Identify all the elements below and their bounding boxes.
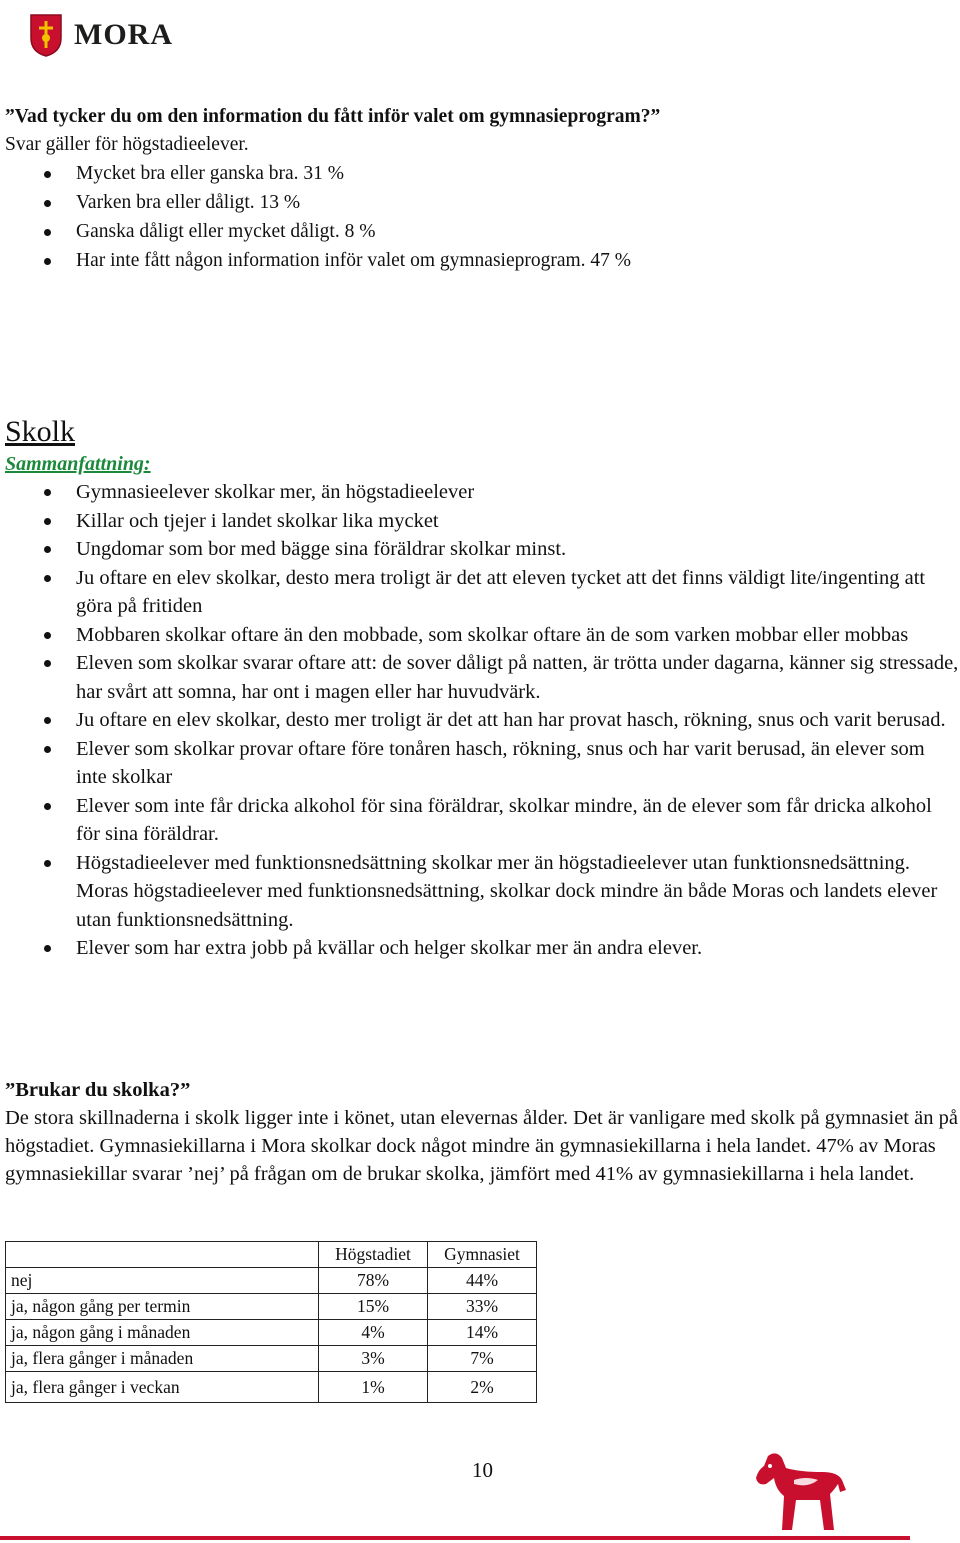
bullet-icon	[44, 746, 51, 753]
bullet-icon	[44, 258, 51, 265]
bullet-icon	[44, 660, 51, 667]
list-item-text: Mobbaren skolkar oftare än den mobbade, som skolkar oftare än de som varken mobbar eller mobbas	[76, 623, 909, 646]
bullet-icon	[44, 489, 51, 496]
summary-list	[5, 478, 960, 963]
list-item	[5, 246, 960, 275]
list-item-text: Ungdomar som bor med bägge sina föräldrar skolkar minst.	[76, 538, 567, 560]
header-logo	[28, 12, 173, 58]
table-cell: 3%	[319, 1346, 428, 1372]
table-cell: ja, flera gånger i månaden	[6, 1346, 319, 1372]
question-heading: ”Brukar du skolka?”	[5, 1079, 191, 1101]
page-number: 10	[472, 1458, 493, 1482]
table-header-cell	[6, 1242, 319, 1268]
list-item-text: Killar och tjejer i landet skolkar lika mycket	[76, 509, 439, 532]
table-cell: 15%	[319, 1294, 428, 1320]
table-header-cell: Gymnasiet	[428, 1242, 537, 1268]
table-cell: nej	[6, 1268, 319, 1294]
brand-name: MORA	[74, 18, 173, 51]
list-item-text: Högstadieelever med funktionsnedsättning skolkar mer än högstadieelever utan funktionsnedsättning. Moras högstadieelever med funktionsnedsättning, skolkar dock mindre än både Moras och landets elever utan funktionsnedsättning.	[76, 851, 938, 931]
bullet-icon	[44, 945, 51, 952]
bullet-icon	[44, 575, 51, 582]
list-item-text: Eleven som skolkar svarar oftare att: de sover dåligt på natten, är trötta under dagarna, känner sig stressade, har svårt att somna, har ont i magen eller har huvudvärk.	[76, 652, 959, 703]
table-header-cell: Högstadiet	[319, 1242, 428, 1268]
mora-crest-icon	[28, 12, 64, 58]
list-item-text: Gymnasieelever skolkar mer, än högstadieelever	[76, 481, 475, 503]
question-heading: ”Vad tycker du om den information du fått inför valet om gymnasieprogram?”	[5, 106, 661, 127]
list-item	[5, 849, 960, 935]
question-note: Svar gäller för högstadieelever.	[5, 134, 249, 155]
list-item	[5, 706, 960, 735]
list-item	[5, 649, 960, 706]
section-heading: Skolk	[5, 415, 76, 448]
skolk-section	[5, 414, 960, 963]
list-item-text: Ganska dåligt eller mycket dåligt. 8 %	[76, 221, 376, 242]
table-cell: 2%	[428, 1372, 537, 1403]
table-cell: ja, någon gång per termin	[6, 1294, 319, 1320]
bullet-icon	[44, 518, 51, 525]
list-item-text: Elever som skolkar provar oftare före tonåren hasch, rökning, snus och har varit berusad, än elever som inte skolkar	[76, 737, 925, 788]
list-item	[5, 621, 960, 650]
list-item-text: Elever som inte får dricka alkohol för sina föräldrar, skolkar mindre, än de elever som får dricka alkohol för sina föräldrar.	[76, 794, 932, 845]
list-item	[5, 535, 960, 564]
survey-question-block	[5, 103, 960, 275]
table-row	[6, 1294, 537, 1320]
table-row	[6, 1268, 537, 1294]
body-paragraph: De stora skillnaderna i skolk ligger inte i könet, utan elevernas ålder. Det är vanligare med skolk på gymnasiet än på högstadiet. Gymnasiekillarna i Mora skolkar dock något mindre än gymnasiekillarna i hela landet. 47% av Moras gymnasiekillar svarar ’nej’ på frågan om de brukar skolka, jämfört med 41% av gymnasiekillarna i hela landet.	[5, 1107, 958, 1185]
list-item	[5, 159, 960, 188]
list-item	[5, 735, 960, 792]
summary-subheading: Sammanfattning:	[5, 453, 151, 475]
list-item	[5, 478, 960, 507]
list-item	[5, 188, 960, 217]
list-item	[5, 792, 960, 849]
list-item-text: Elever som har extra jobb på kvällar och helger skolkar mer än andra elever.	[76, 937, 703, 959]
table-row	[6, 1372, 537, 1403]
table-cell: 1%	[319, 1372, 428, 1403]
bullet-icon	[44, 171, 51, 178]
table-cell: 7%	[428, 1346, 537, 1372]
dala-horse-icon	[750, 1450, 860, 1536]
list-item	[5, 217, 960, 246]
bullet-icon	[44, 860, 51, 867]
bullet-icon	[44, 717, 51, 724]
answer-list	[5, 159, 960, 275]
table-row	[6, 1320, 537, 1346]
table-cell: 78%	[319, 1268, 428, 1294]
bullet-icon	[44, 229, 51, 236]
table-cell: ja, någon gång i månaden	[6, 1320, 319, 1346]
list-item	[5, 507, 960, 536]
bullet-icon	[44, 632, 51, 639]
list-item-text: Ju oftare en elev skolkar, desto mer troligt är det att han har provat hasch, rökning, snus och varit berusad.	[76, 709, 946, 731]
table-cell: ja, flera gånger i veckan	[6, 1372, 319, 1403]
table-cell: 44%	[428, 1268, 537, 1294]
skolka-question-block	[5, 1076, 960, 1188]
table-row	[6, 1346, 537, 1372]
table-header-row	[6, 1242, 537, 1268]
list-item-text: Mycket bra eller ganska bra. 31 %	[76, 163, 345, 184]
bullet-icon	[44, 546, 51, 553]
table-cell: 14%	[428, 1320, 537, 1346]
list-item-text: Varken bra eller dåligt. 13 %	[76, 192, 301, 213]
table-cell: 4%	[319, 1320, 428, 1346]
table-cell: 33%	[428, 1294, 537, 1320]
list-item-text: Ju oftare en elev skolkar, desto mera troligt är det att eleven tycket att det finns väldigt lite/ingenting att göra på fritiden	[76, 566, 926, 617]
footer-accent-line	[0, 1536, 910, 1540]
list-item	[5, 564, 960, 621]
truancy-table	[5, 1241, 537, 1403]
bullet-icon	[44, 200, 51, 207]
list-item	[5, 934, 960, 963]
bullet-icon	[44, 803, 51, 810]
list-item-text: Har inte fått någon information inför valet om gymnasieprogram. 47 %	[76, 250, 632, 271]
